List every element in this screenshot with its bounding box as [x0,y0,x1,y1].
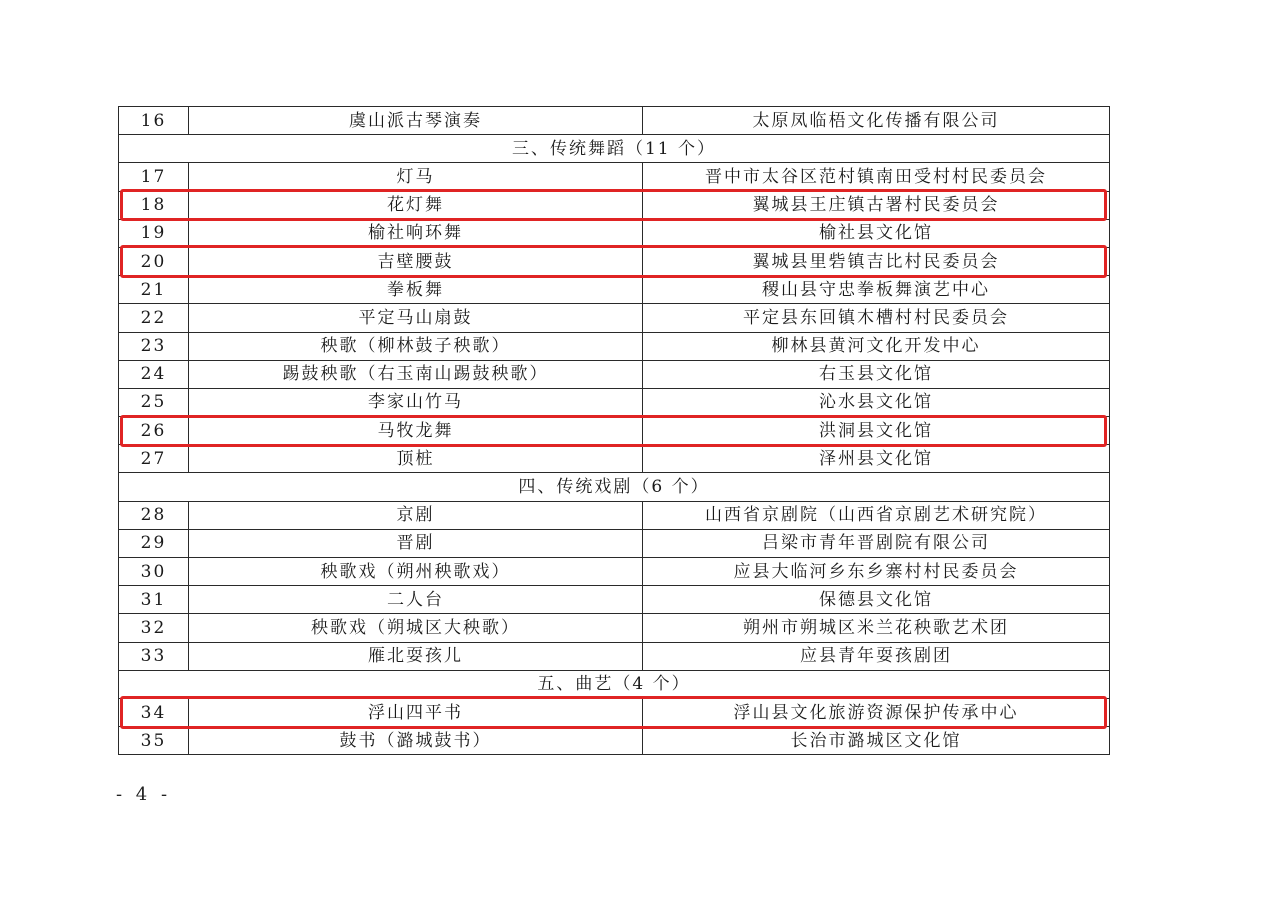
table-row [119,276,1110,304]
project-name-cell: 二人台 [189,586,643,614]
row-number-cell: 23 [119,332,189,360]
section-header-row [119,135,1110,163]
row-number-cell: 35 [119,727,189,755]
project-name-cell: 晋剧 [189,529,643,557]
row-number-cell: 22 [119,304,189,332]
table-row [119,191,1110,219]
protection-unit-cell: 沁水县文化馆 [643,388,1110,416]
project-name-cell: 雁北耍孩儿 [189,642,643,670]
heritage-table [118,106,1110,755]
row-number-cell: 31 [119,586,189,614]
project-name-cell: 秧歌戏（朔州秧歌戏） [189,558,643,586]
section-title: 三、传统舞蹈（11 个） [119,135,1110,163]
table-row [119,219,1110,247]
protection-unit-cell: 平定县东回镇木槽村村民委员会 [643,304,1110,332]
project-name-cell: 吉壁腰鼓 [189,247,643,275]
row-number-cell: 30 [119,558,189,586]
table-row [119,558,1110,586]
table-row [119,698,1110,726]
project-name-cell: 浮山四平书 [189,698,643,726]
protection-unit-cell: 柳林县黄河文化开发中心 [643,332,1110,360]
protection-unit-cell: 吕梁市青年晋剧院有限公司 [643,529,1110,557]
table-row [119,727,1110,755]
row-number-cell: 21 [119,276,189,304]
protection-unit-cell: 洪洞县文化馆 [643,417,1110,445]
heritage-table-body [119,107,1110,755]
protection-unit-cell: 山西省京剧院（山西省京剧艺术研究院） [643,501,1110,529]
page-number: - 4 - [116,784,172,805]
row-number-cell: 17 [119,163,189,191]
project-name-cell: 榆社响环舞 [189,219,643,247]
protection-unit-cell: 晋中市太谷区范村镇南田受村村民委员会 [643,163,1110,191]
row-number-cell: 28 [119,501,189,529]
table-row [119,332,1110,360]
row-number-cell: 16 [119,107,189,135]
table-row [119,642,1110,670]
protection-unit-cell: 朔州市朔城区米兰花秧歌艺术团 [643,614,1110,642]
project-name-cell: 顶桩 [189,445,643,473]
protection-unit-cell: 应县青年耍孩剧团 [643,642,1110,670]
table-row [119,614,1110,642]
section-title: 五、曲艺（4 个） [119,670,1110,698]
row-number-cell: 27 [119,445,189,473]
protection-unit-cell: 保德县文化馆 [643,586,1110,614]
section-header-row [119,670,1110,698]
row-number-cell: 18 [119,191,189,219]
row-number-cell: 26 [119,417,189,445]
protection-unit-cell: 长治市潞城区文化馆 [643,727,1110,755]
table-row [119,445,1110,473]
project-name-cell: 鼓书（潞城鼓书） [189,727,643,755]
project-name-cell: 拳板舞 [189,276,643,304]
project-name-cell: 马牧龙舞 [189,417,643,445]
protection-unit-cell: 浮山县文化旅游资源保护传承中心 [643,698,1110,726]
table-row [119,107,1110,135]
table-row [119,360,1110,388]
table-row [119,163,1110,191]
protection-unit-cell: 应县大临河乡东乡寨村村民委员会 [643,558,1110,586]
protection-unit-cell: 稷山县守忠拳板舞演艺中心 [643,276,1110,304]
table-row [119,586,1110,614]
protection-unit-cell: 翼城县里砦镇吉比村民委员会 [643,247,1110,275]
protection-unit-cell: 翼城县王庄镇古署村民委员会 [643,191,1110,219]
project-name-cell: 灯马 [189,163,643,191]
protection-unit-cell: 右玉县文化馆 [643,360,1110,388]
project-name-cell: 平定马山扇鼓 [189,304,643,332]
row-number-cell: 34 [119,698,189,726]
protection-unit-cell: 太原凤临梧文化传播有限公司 [643,107,1110,135]
row-number-cell: 32 [119,614,189,642]
section-title: 四、传统戏剧（6 个） [119,473,1110,501]
section-header-row [119,473,1110,501]
row-number-cell: 20 [119,247,189,275]
table-row [119,247,1110,275]
table-row [119,417,1110,445]
table-row [119,529,1110,557]
project-name-cell: 秧歌戏（朔城区大秧歌） [189,614,643,642]
table-row [119,388,1110,416]
protection-unit-cell: 榆社县文化馆 [643,219,1110,247]
protection-unit-cell: 泽州县文化馆 [643,445,1110,473]
row-number-cell: 29 [119,529,189,557]
project-name-cell: 虞山派古琴演奏 [189,107,643,135]
row-number-cell: 19 [119,219,189,247]
row-number-cell: 25 [119,388,189,416]
project-name-cell: 京剧 [189,501,643,529]
row-number-cell: 24 [119,360,189,388]
project-name-cell: 李家山竹马 [189,388,643,416]
project-name-cell: 花灯舞 [189,191,643,219]
project-name-cell: 踢鼓秧歌（右玉南山踢鼓秧歌） [189,360,643,388]
table-row [119,304,1110,332]
project-name-cell: 秧歌（柳林鼓子秧歌） [189,332,643,360]
table-row [119,501,1110,529]
row-number-cell: 33 [119,642,189,670]
